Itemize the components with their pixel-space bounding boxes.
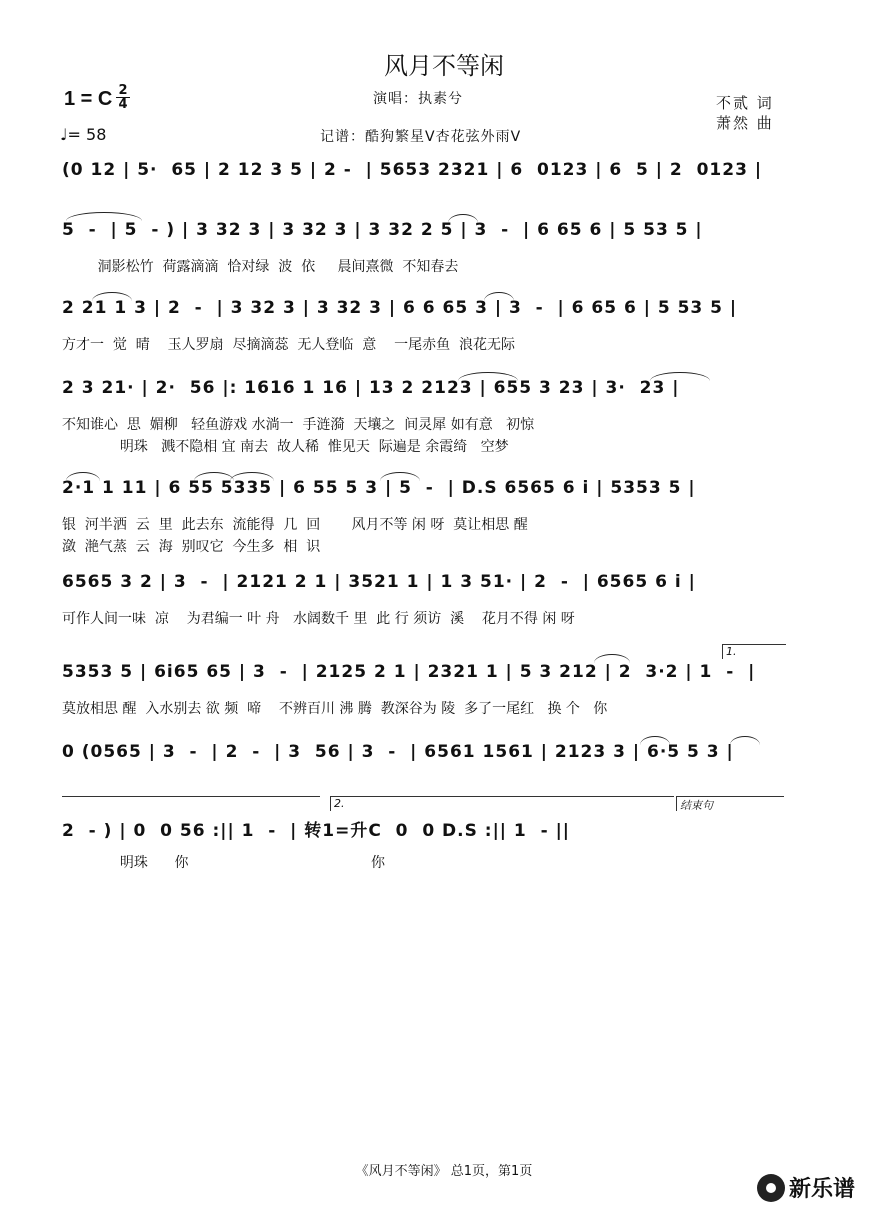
site-logo bbox=[757, 1172, 855, 1203]
slur bbox=[92, 292, 132, 301]
lyric-line bbox=[62, 334, 788, 354]
lyric-line bbox=[62, 536, 788, 556]
slur bbox=[448, 214, 478, 223]
lyric-line bbox=[62, 608, 788, 628]
singer-credit: 演唱：执素兮 bbox=[373, 91, 463, 107]
phrase-line bbox=[62, 796, 320, 797]
lyric-text: 银 河半洒 云 里 此去东 流能得 几 回 风月不等 闲 呀 莫让相思 醒 bbox=[62, 517, 528, 533]
lyric-text: 明珠 你 你 bbox=[62, 855, 386, 871]
notation-row bbox=[62, 816, 788, 846]
record-disc-icon bbox=[757, 1174, 785, 1202]
notation-text: 5 - | 5 - ) | 3 32 3 | 3 32 3 | 3 32 2 5 | 3 - | 6 65 6 | 5 53 5 | bbox=[62, 220, 703, 240]
slur bbox=[230, 472, 274, 481]
song-title: 风月不等闲 bbox=[384, 52, 504, 80]
tempo-marking: ♩= 58 bbox=[60, 125, 107, 144]
lyric-text: 不知谁心 思 媚柳 轻鱼游戏 水淌一 手涟漪 天壤之 间灵犀 如有意 初惊 bbox=[62, 417, 535, 433]
logo-text: 新乐谱 bbox=[789, 1177, 856, 1202]
notation-text: 5353 5 | 6i65 65 | 3 - | 2125 2 1 | 2321 1 | 5 3 212 | 2 3·2 | 1 - | bbox=[62, 662, 756, 682]
notation-text: 2 21 1 3 | 2 - | 3 32 3 | 3 32 3 | 6 6 65 3 | 3 - | 6 65 6 | 5 53 5 | bbox=[62, 298, 738, 318]
volta-1: 1. bbox=[722, 644, 786, 659]
volta-2: 2. bbox=[330, 796, 674, 811]
slur bbox=[66, 472, 100, 481]
transcriber-credit: 记谱：酷狗繁星V杏花弦外雨V bbox=[320, 129, 522, 145]
lyric-line bbox=[62, 414, 788, 434]
notation-row bbox=[62, 220, 788, 250]
slur bbox=[194, 472, 234, 481]
notation-row bbox=[62, 662, 788, 692]
lyricist-credit: 不贰 词 bbox=[716, 94, 774, 112]
slur bbox=[730, 736, 760, 745]
notation-text: 2 - ) | 0 0 56 :|| 1 - | 转1=升C 0 0 D.S :|| 1 - || bbox=[62, 821, 570, 841]
lyric-line bbox=[62, 256, 788, 276]
notation-text: 0 (0565 | 3 - | 2 - | 3 56 | 3 - | 6561 1561 | 2123 3 | 6·5 5 3 | bbox=[62, 742, 734, 762]
lyric-text: 洞影松竹 荷露滴滴 恰对绿 波 依 晨间熹微 不知春去 bbox=[62, 259, 459, 275]
composer-credit: 萧然 曲 bbox=[716, 114, 774, 132]
page-footer: 《风月不等闲》 总1页，第1页 bbox=[355, 1164, 533, 1179]
notation-row bbox=[62, 478, 788, 508]
notation-text: 6565 3 2 | 3 - | 2121 2 1 | 3521 1 | 1 3 51· | 2 - | 6565 6 i | bbox=[62, 572, 696, 592]
slur bbox=[66, 212, 142, 221]
slur bbox=[380, 472, 420, 481]
notation-row bbox=[62, 298, 788, 328]
notation-text: (0 12 | 5· 65 | 2 12 3 5 | 2 - | 5653 2321 | 6 0123 | 6 5 | 2 0123 | bbox=[62, 160, 763, 180]
lyric-text: 方才一 觉 晴 玉人罗扇 尽摘滴蕊 无人登临 意 一尾赤鱼 浪花无际 bbox=[62, 337, 516, 353]
lyric-line bbox=[62, 436, 788, 456]
slur bbox=[458, 372, 518, 381]
notation-row bbox=[62, 572, 788, 602]
slur bbox=[594, 654, 630, 663]
notation-row bbox=[62, 378, 788, 408]
lyric-line bbox=[62, 514, 788, 534]
slur bbox=[484, 292, 514, 301]
time-signature bbox=[116, 84, 130, 111]
lyric-line bbox=[62, 852, 788, 872]
lyric-text: 明珠 溅不隐相 宜 南去 故人稀 惟见天 际遍是 余霞绮 空梦 bbox=[62, 439, 509, 455]
lyric-line bbox=[62, 698, 788, 718]
key-signature: 1 = C bbox=[64, 88, 113, 110]
notation-text: 2 3 21· | 2· 56 |: 1616 1 16 | 13 2 2123 | 655 3 23 | 3· 23 | bbox=[62, 378, 680, 398]
volta-ending: 结束句 bbox=[676, 796, 784, 811]
slur bbox=[650, 372, 710, 381]
lyric-text: 莫放相思 醒 入水别去 欲 频 啼 不辨百川 沸 腾 教深谷为 陵 多了一尾红 换 个 你 bbox=[62, 701, 608, 717]
notation-row bbox=[62, 160, 788, 190]
time-sig-top: 2 bbox=[118, 83, 128, 98]
lyric-text: 可作人间一味 凉 为君编一 叶 舟 水阔数千 里 此 行 须访 溪 花月不得 闲 呀 bbox=[62, 611, 575, 627]
notation-row bbox=[62, 742, 788, 772]
time-sig-bottom: 4 bbox=[116, 97, 130, 111]
slur bbox=[640, 736, 670, 745]
lyric-text: 潋 滟气蒸 云 海 别叹它 今生多 相 识 bbox=[62, 539, 321, 555]
notation-text: 2·1 1 11 | 6 55 5335 | 6 55 5 3 | 5 - | D.S 6565 6 i | 5353 5 | bbox=[62, 478, 696, 498]
